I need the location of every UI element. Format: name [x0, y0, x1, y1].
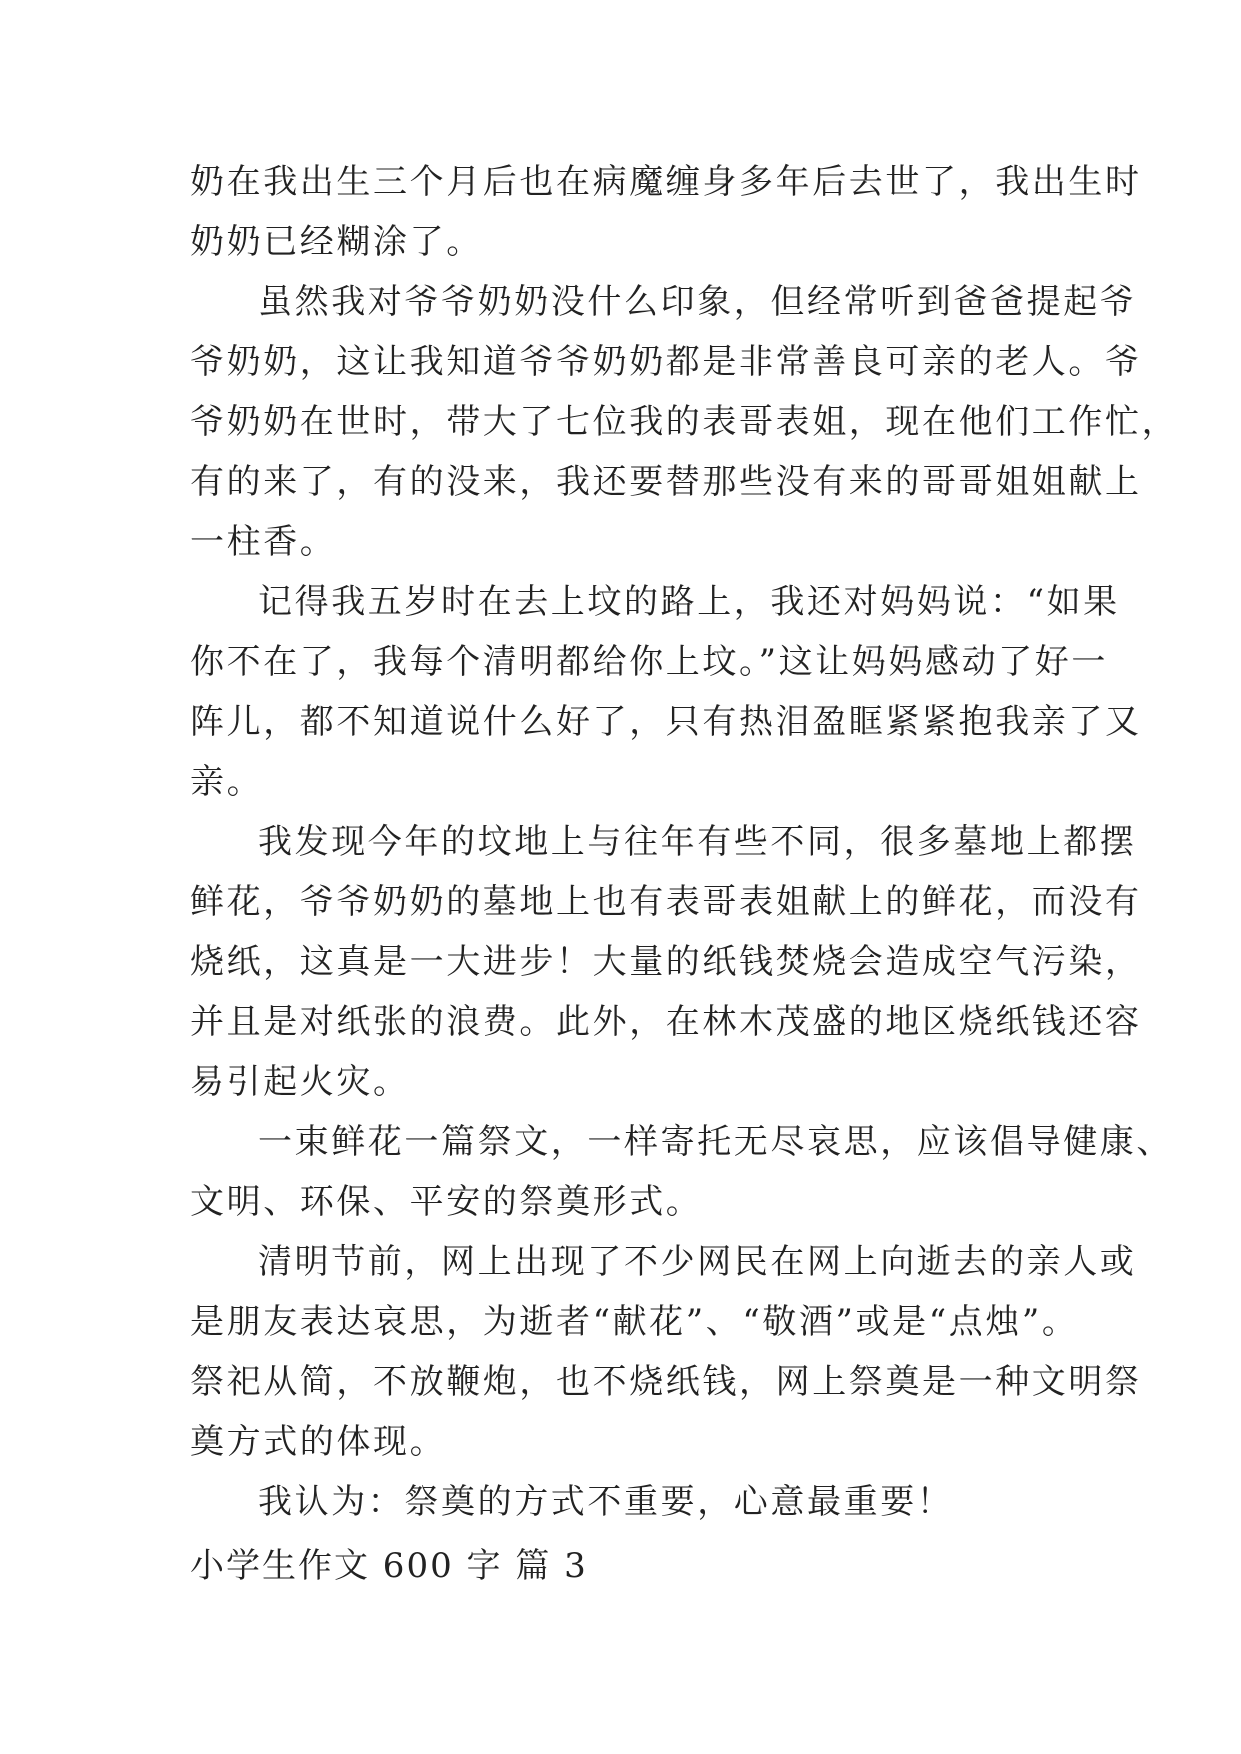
paragraph-first-line: 我认为：祭奠的方式不重要，心意最重要！	[258, 1482, 954, 1522]
text-line: 爷奶奶在世时，带大了七位我的表哥表姐，现在他们工作忙，	[190, 402, 1179, 442]
text-line: 文明、环保、平安的祭奠形式。	[190, 1182, 703, 1222]
text-line: 你不在了，我每个清明都给你上坟。”这让妈妈感动了好一	[190, 642, 1108, 682]
text-line: 鲜花，爷爷奶奶的墓地上也有表哥表姐献上的鲜花，而没有	[190, 882, 1142, 922]
paragraph-first-line: 虽然我对爷爷奶奶没什么印象，但经常听到爸爸提起爷	[258, 282, 1137, 322]
paragraph-first-line: 清明节前，网上出现了不少网民在网上向逝去的亲人或	[258, 1242, 1137, 1282]
essay-body	[190, 152, 1179, 1596]
text-line: 烧纸，这真是一大进步！大量的纸钱焚烧会造成空气污染，	[190, 942, 1142, 982]
text-line: 奠方式的体现。	[190, 1422, 447, 1462]
text-line: 祭祀从简，不放鞭炮，也不烧纸钱，网上祭奠是一种文明祭	[190, 1362, 1142, 1402]
text-line: 是朋友表达哀思，为逝者“献花”、“敬酒”或是“点烛”。	[190, 1302, 1079, 1342]
text-line: 亲。	[190, 762, 264, 802]
text-line: 奶在我出生三个月后也在病魔缠身多年后去世了，我出生时	[190, 162, 1142, 202]
text-line: 阵儿，都不知道说什么好了，只有热泪盈眶紧紧抱我亲了又	[190, 702, 1142, 742]
text-line: 一柱香。	[190, 522, 337, 562]
text-line: 有的来了，有的没来，我还要替那些没有来的哥哥姐姐献上	[190, 462, 1142, 502]
section-heading: 小学生作文 600 字 篇 3	[190, 1546, 588, 1586]
text-line: 爷奶奶，这让我知道爷爷奶奶都是非常善良可亲的老人。爷	[190, 342, 1142, 382]
paragraph-first-line: 记得我五岁时在去上坟的路上，我还对妈妈说：“如果	[258, 582, 1120, 622]
text-line: 奶奶已经糊涂了。	[190, 222, 483, 262]
paragraph-first-line: 一束鲜花一篇祭文，一样寄托无尽哀思，应该倡导健康、	[258, 1122, 1173, 1162]
text-line: 并且是对纸张的浪费。此外，在林木茂盛的地区烧纸钱还容	[190, 1002, 1142, 1042]
paragraph-first-line: 我发现今年的坟地上与往年有些不同，很多墓地上都摆	[258, 822, 1137, 862]
text-line: 易引起火灾。	[190, 1062, 410, 1102]
